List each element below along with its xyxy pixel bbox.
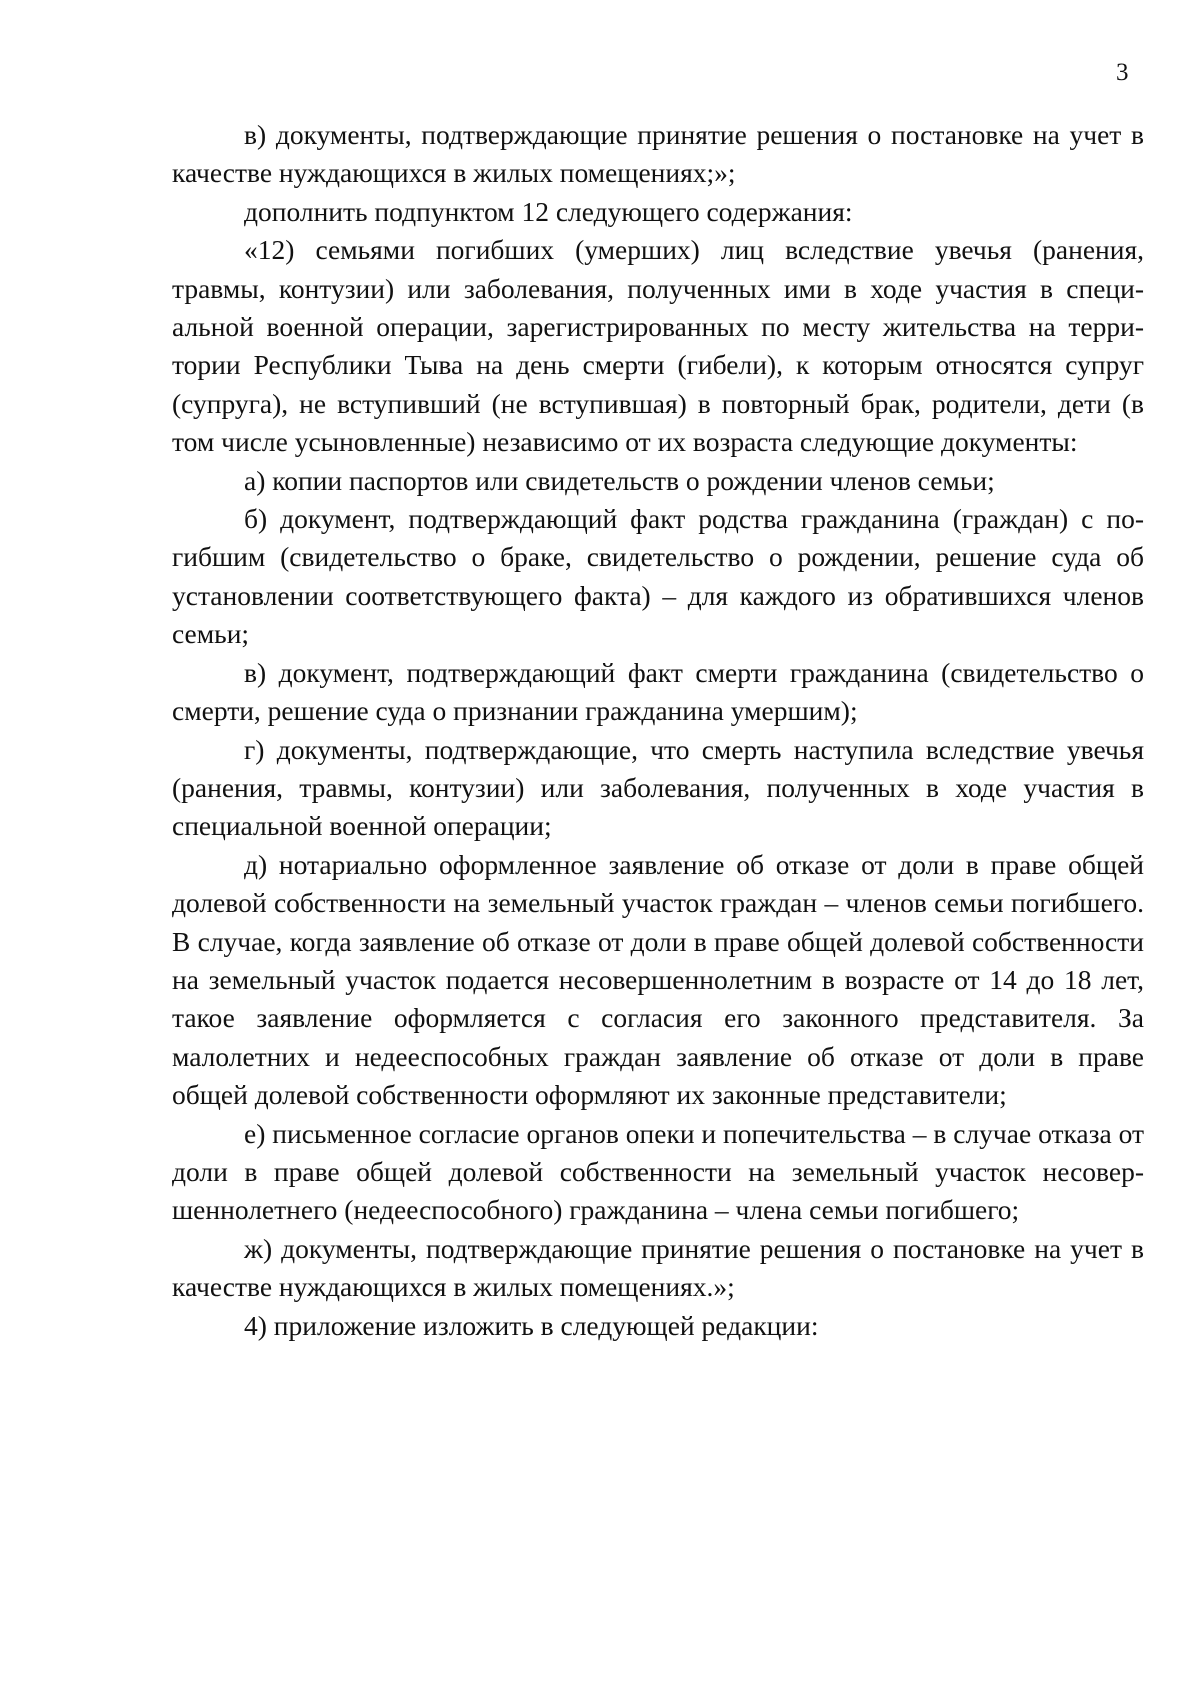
paragraph-item-e: е) письменное согласие органов опеки и попечительства – в случае отказа от доли в праве общей долевой собственности на земельный участок несовершеннолетнего (недееспособного) гражданина – члена семьи погибшего; [172, 1117, 1144, 1226]
document-body [172, 116, 1144, 1345]
paragraph-item-v-documents: в) документы, подтверждающие принятие решения о постановке на учет в качестве нуждающихся в жилых помещениях;»; [172, 119, 1144, 189]
paragraph-subpoint-12: «12) семьями погибших (умерших) лиц вследствие увечья (ранения, травмы, контузии) или заболевания, полученных ими в ходе участия в специальной военной операции, зарегистрированных по месту жительства на территории Республики Тыва на день смерти (гибели), к которым относятся супруг (супруга), не вступивший (не вступившая) в повторный брак, родители, дети (в том числе усыновленные) независимо от их возраста следующие документы: [172, 234, 1144, 458]
paragraph-item-g: г) документы, подтверждающие, что смерть наступила вследствие увечья (ранения, травмы, контузии) или заболевания, полученных в ходе участия в специальной военной операции; [172, 733, 1144, 842]
paragraph-item-d: д) нотариально оформленное заявление об отказе от доли в праве общей долевой собственности на земельный участок граждан – членов семьи погибшего. В случае, когда заявление об отказе от доли в праве общей долевой собственности на земельный участок подается несовершеннолетним в возрасте от 14 до 18 лет, такое заявление оформляется с согласия его законного представителя. За малолетних и недееспособных граждан заявление об отказе от доли в праве общей долевой собственности оформляют их законные представители; [172, 848, 1144, 1111]
paragraph-item-zh: ж) документы, подтверждающие принятие решения о постановке на учет в качестве нуждающихся в жилых помещениях.»; [172, 1232, 1144, 1303]
paragraph-add-subpoint-12: дополнить подпунктом 12 следующего содержания: [244, 195, 853, 227]
paragraph-item-v: в) документ, подтверждающий факт смерти гражданина (свидетельство о смерти, решение суда о признании гражданина умершим); [172, 656, 1144, 727]
paragraph-item-b: б) документ, подтверждающий факт родства гражданина (граждан) с погибшим (свидетельство о браке, свидетельство о рождении, решение суда об установлении соответствующего факта) – для каждого из обратившихся членов семьи; [172, 503, 1144, 650]
paragraph-point-4: 4) приложение изложить в следующей редакции: [244, 1309, 819, 1341]
page-number: 3 [1116, 59, 1129, 86]
paragraph-item-a: а) копии паспортов или свидетельств о рождении членов семьи; [244, 464, 995, 496]
